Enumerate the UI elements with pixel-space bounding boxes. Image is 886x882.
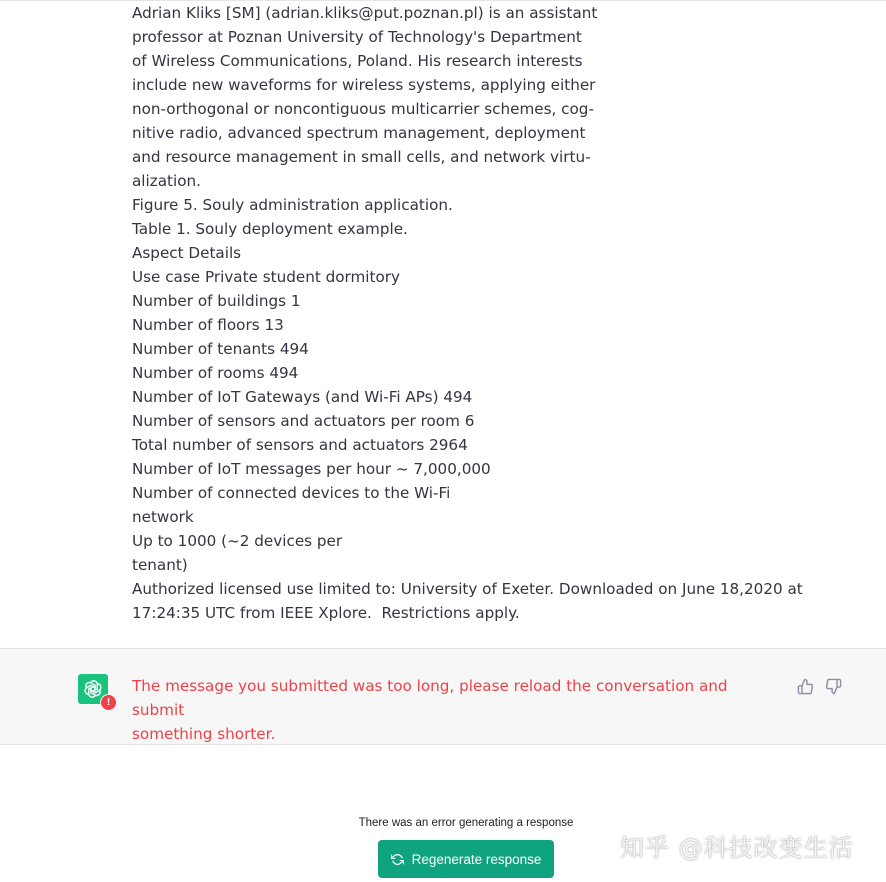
user-message-line: tenant) [132,556,188,574]
user-message-line: Up to 1000 (~2 devices per [132,532,343,550]
error-message [132,674,752,746]
error-badge-icon: ! [100,694,117,711]
user-message-line: Use case Private student dormitory [132,268,401,286]
user-message-line: alization. [132,172,201,190]
thumbs-down-button[interactable] [824,677,842,695]
thumbs-up-icon [797,678,814,695]
user-message-line: Number of IoT Gateways (and Wi-Fi APs) 494 [132,388,473,406]
assistant-message [0,648,886,745]
user-message-line: network [132,508,194,526]
user-message [132,1,803,625]
user-message-line: and resource management in small cells, and network virtu- [132,148,591,166]
regenerate-response-button[interactable] [378,840,554,878]
user-message-line: Number of rooms 494 [132,364,299,382]
user-message-line: Adrian Kliks [SM] (adrian.kliks@put.poznan.pl) is an assistant [132,4,598,22]
thumbs-up-button[interactable] [796,677,814,695]
user-message-line: Aspect Details [132,244,242,262]
user-message-line: Authorized licensed use limited to: University of Exeter. Downloaded on June 18,2020 at [132,580,803,598]
user-message-line: Number of IoT messages per hour ~ 7,000,000 [132,460,491,478]
user-message-line: nitive radio, advanced spectrum management, deployment [132,124,586,142]
refresh-icon [391,853,404,866]
regenerate-response-label: Regenerate response [411,851,542,867]
thumbs-down-icon [825,678,842,695]
user-message-line: professor at Poznan University of Technology's Department [132,28,582,46]
generation-error-notice: There was an error generating a response [358,817,574,829]
user-message-line: of Wireless Communications, Poland. His research interests [132,52,583,70]
error-message-line: The message you submitted was too long, please reload the conversation and submit [132,677,728,719]
error-message-line: something shorter. [132,725,276,743]
user-message-line: Number of buildings 1 [132,292,301,310]
user-message-line: Number of floors 13 [132,316,284,334]
user-message-line: Figure 5. Souly administration application. [132,196,453,214]
user-message-line: Number of sensors and actuators per room 6 [132,412,475,430]
watermark: 知乎 @科技改变生活 [620,834,854,862]
user-message-line: include new waveforms for wireless systems, applying either [132,76,596,94]
user-message-line: non-orthogonal or noncontiguous multicarrier schemes, cog- [132,100,594,118]
user-message-line: Number of tenants 494 [132,340,309,358]
user-message-line: Number of connected devices to the Wi-Fi [132,484,451,502]
user-message-line: Total number of sensors and actuators 2964 [132,436,468,454]
user-message-line: Table 1. Souly deployment example. [132,220,408,238]
user-message-line: 17:24:35 UTC from IEEE Xplore. Restrictions apply. [132,604,520,622]
